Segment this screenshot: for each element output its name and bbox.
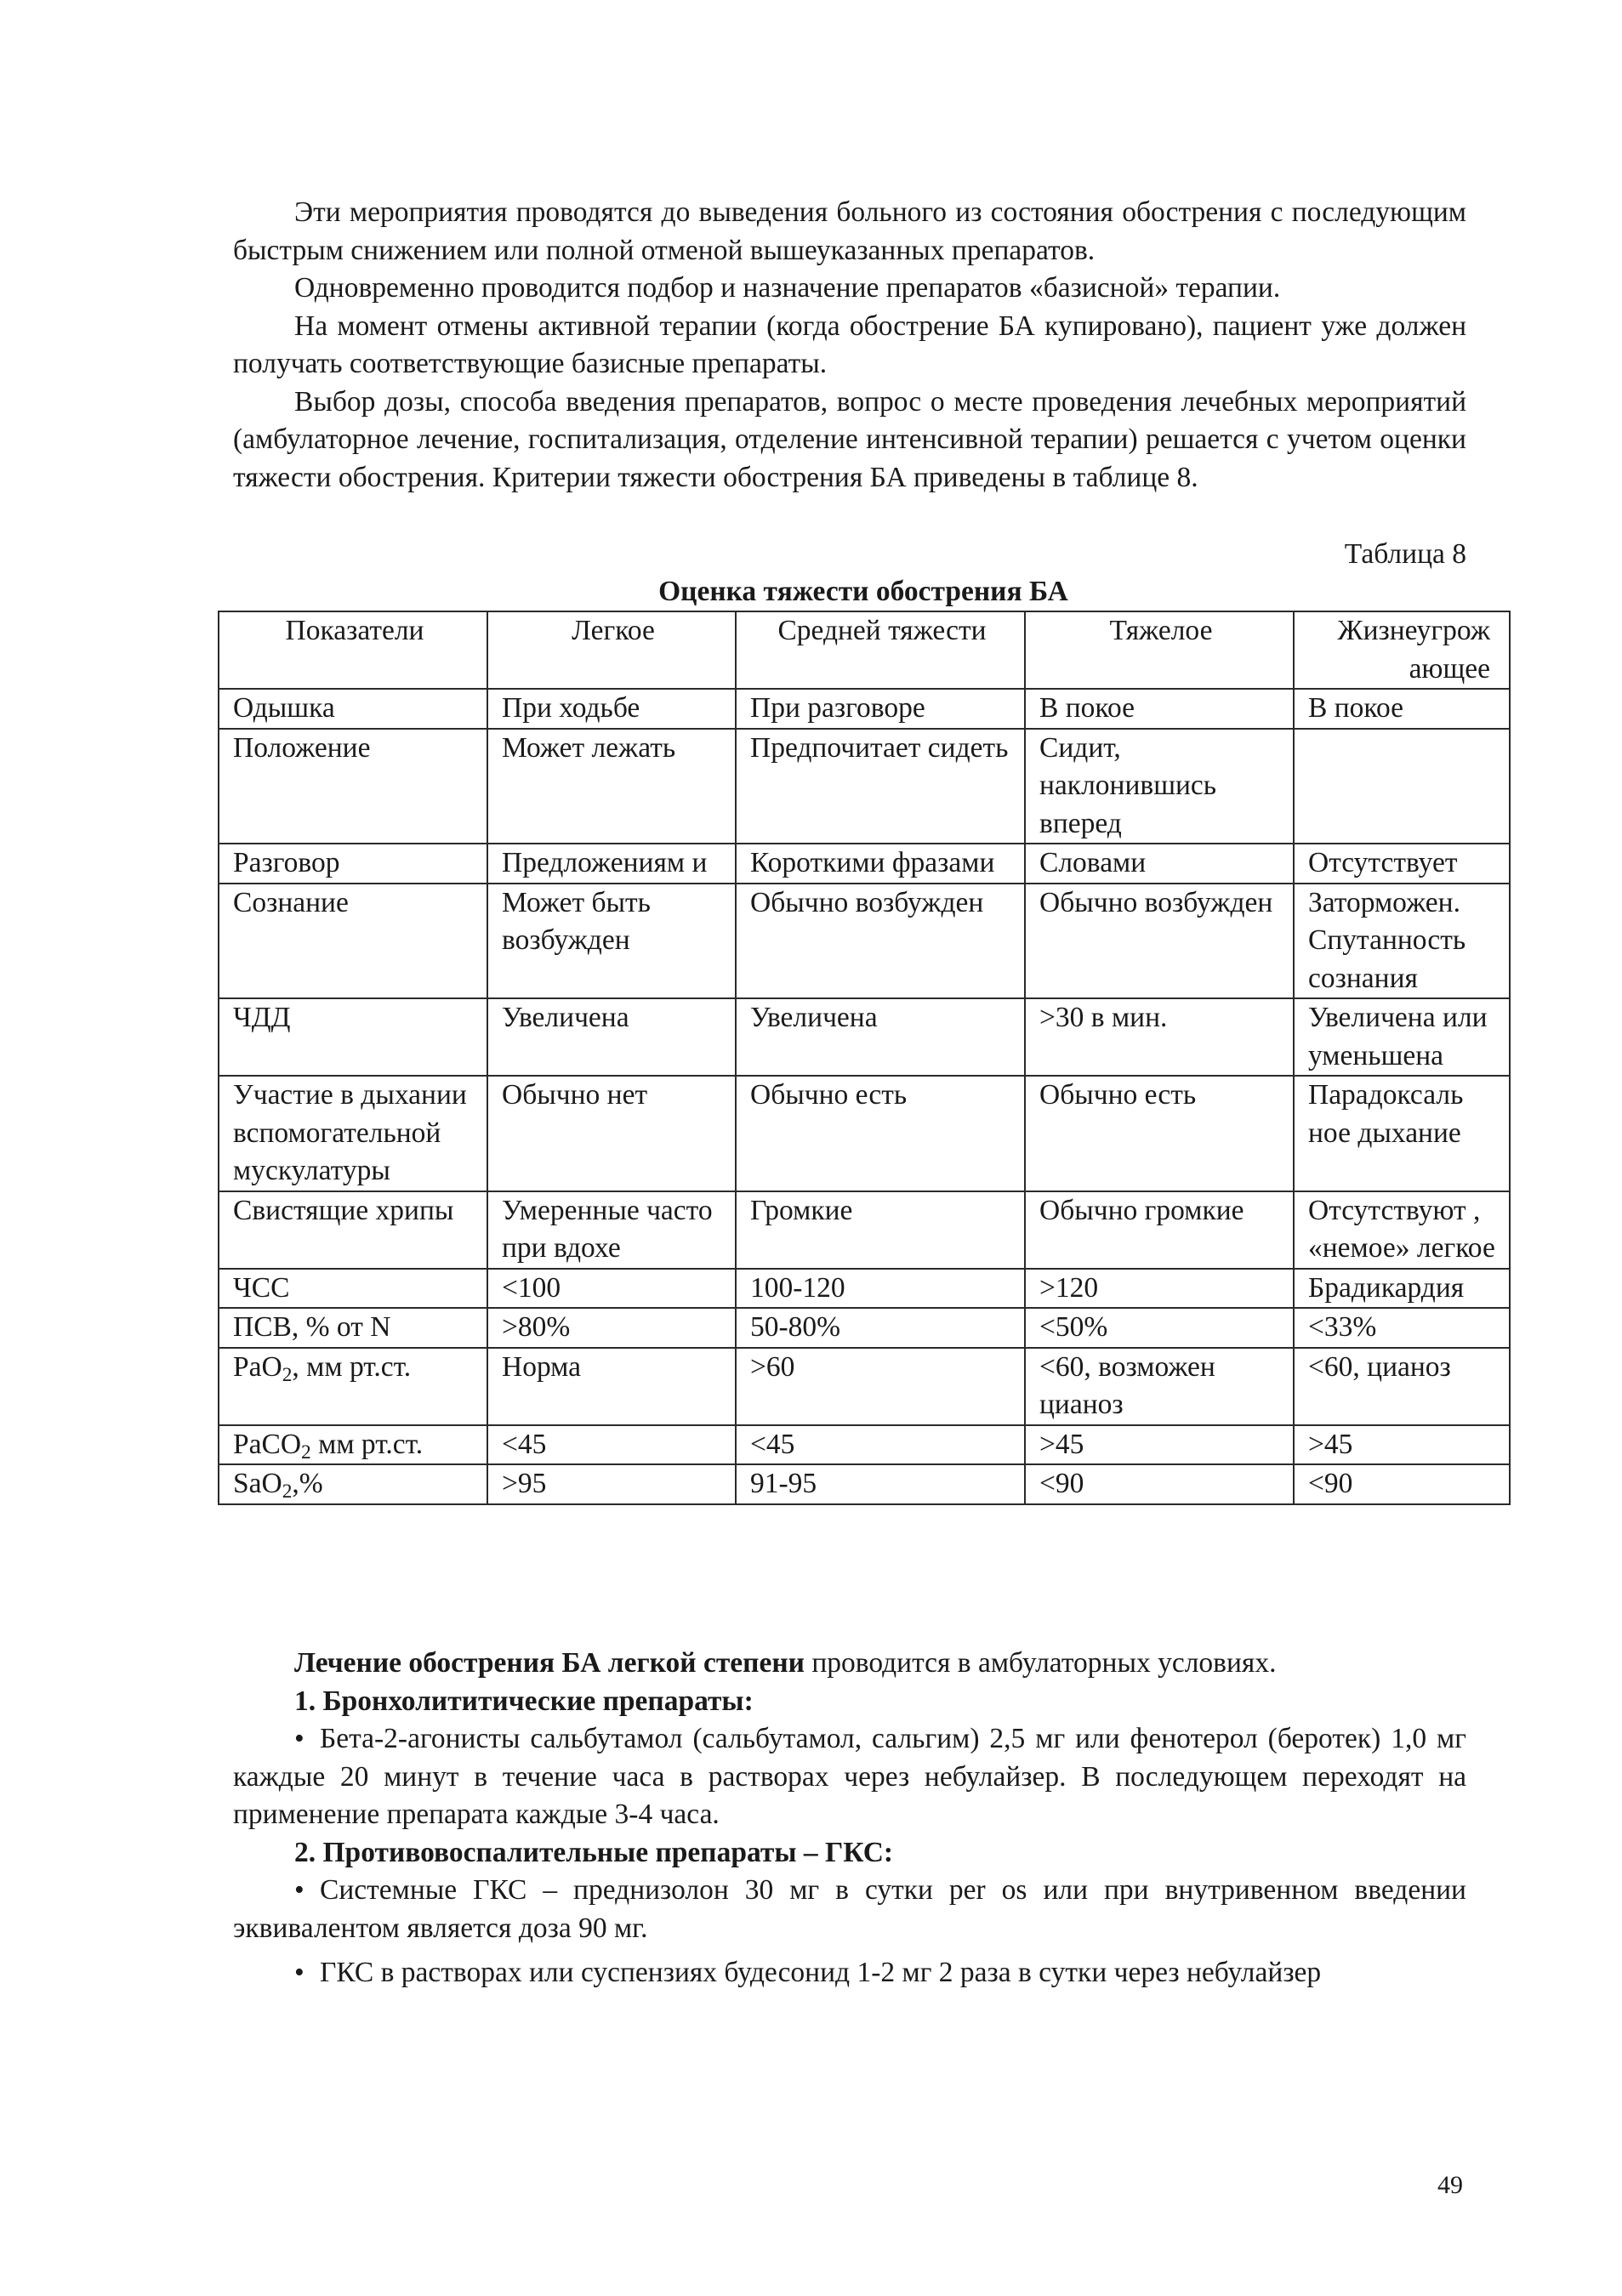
table-cell: <100 — [487, 1269, 736, 1309]
table-row — [219, 1191, 1510, 1269]
table-cell: 50-80% — [736, 1308, 1025, 1348]
treatment-intro — [233, 1645, 1466, 1683]
treatment-intro-bold: Лечение обострения БА легкой степени — [294, 1647, 805, 1679]
table-cell: <50% — [1025, 1308, 1294, 1348]
table-cell: При ходьбе — [487, 689, 736, 729]
table-cell: В покое — [1025, 689, 1294, 729]
bullet-icon: • — [294, 1957, 304, 1988]
table-cell: Громкие — [736, 1191, 1025, 1269]
table-cell: Брадикардия — [1294, 1269, 1510, 1309]
table-cell: <60, возможен цианоз — [1025, 1348, 1294, 1425]
table-cell: >60 — [736, 1348, 1025, 1425]
table-header-cell: Средней тяжести — [736, 611, 1025, 689]
table-cell: В покое — [1294, 689, 1510, 729]
table-cell: <90 — [1294, 1464, 1510, 1504]
section-heading-anti-inflammatory: 2. Противовоспалительные препараты – ГКС: — [294, 1836, 894, 1868]
table-cell: Обычно возбужден — [736, 884, 1025, 999]
table-row — [219, 1076, 1510, 1191]
table-cell: ПСВ, % от N — [219, 1308, 487, 1348]
table-cell: При разговоре — [736, 689, 1025, 729]
intro-paragraph-3: На момент отмены активной терапии (когда обострение БА купировано), пациент уже должен получать соответствующие базисные препараты. — [233, 310, 1466, 379]
table-row — [219, 1348, 1510, 1425]
table-cell: Предложениям и — [487, 844, 736, 884]
table-caption: Оценка тяжести обострения БА — [658, 576, 1068, 607]
table-cell: <33% — [1294, 1308, 1510, 1348]
bullet-icon: • — [294, 1874, 304, 1906]
intro-paragraph-2: Одновременно проводится подбор и назначение препаратов «базисной» терапии. — [294, 272, 1281, 304]
table-cell: ЧСС — [219, 1269, 487, 1309]
paco2-rest: мм рт.ст. — [310, 1428, 424, 1460]
table-cell: Обычно громкие — [1025, 1191, 1294, 1269]
pao2-subscript: 2 — [282, 1363, 293, 1386]
table-cell: Отсутствуют , «немое» легкое — [1294, 1191, 1510, 1269]
table-cell: Норма — [487, 1348, 736, 1425]
table-row — [219, 998, 1510, 1076]
table-cell: Словами — [1025, 844, 1294, 884]
paco2-subscript: 2 — [301, 1441, 311, 1463]
table-cell: Обычно есть — [736, 1076, 1025, 1191]
table-row — [219, 1464, 1510, 1504]
table-row — [219, 1425, 1510, 1465]
treatment-intro-rest: проводится в амбулаторных условиях. — [804, 1647, 1277, 1679]
sao2-subscript: 2 — [282, 1480, 293, 1503]
table-cell: Умеренные часто при вдохе — [487, 1191, 736, 1269]
table-cell: Обычно возбужден — [1025, 884, 1294, 999]
bullet-item-nebulized-gcs — [233, 1954, 1466, 1992]
table-row — [219, 689, 1510, 729]
table-row — [219, 884, 1510, 999]
table-header-row — [219, 611, 1510, 689]
table-cell: Положение — [219, 729, 487, 844]
bullet-text: Бета-2-агонисты сальбутамол (сальбутамол, сальгим) 2,5 мг или фенотерол (беротек) 1,0 мг каждые 20 минут в течение часа в растворах через небулайзер. В последующем переходят на применение препарата каждые 3-4 часа. — [233, 1723, 1466, 1830]
table-cell: <60, цианоз — [1294, 1348, 1510, 1425]
intro-paragraph-4: Выбор дозы, способа введения препаратов, вопрос о месте проведения лечебных мероприятий (амбулаторное лечение, госпитализация, отделение интенсивной терапии) решается с учетом оценки тяжести обострения. Критерии тяжести обострения БА приведены в таблице 8. — [233, 385, 1466, 493]
bullet-icon: • — [294, 1723, 304, 1754]
sao2-base: SaO — [233, 1468, 282, 1499]
table-cell-paco2-label — [219, 1425, 487, 1465]
table-cell: ЧДД — [219, 998, 487, 1076]
table-number: Таблица 8 — [1344, 538, 1466, 570]
section-heading-bronchodilators: 1. Бронхолититические препараты: — [294, 1685, 754, 1717]
table-cell: Свистящие хрипы — [219, 1191, 487, 1269]
table-cell: <45 — [487, 1425, 736, 1465]
table-cell: Увеличена — [487, 998, 736, 1076]
table-cell: 100-120 — [736, 1269, 1025, 1309]
sao2-rest: ,% — [292, 1468, 323, 1499]
table-cell: Обычно есть — [1025, 1076, 1294, 1191]
table-cell: Парадоксаль ное дыхание — [1294, 1076, 1510, 1191]
table-cell: Короткими фразами — [736, 844, 1025, 884]
table-cell: >80% — [487, 1308, 736, 1348]
paco2-base: PaCO — [233, 1428, 302, 1460]
table-header-cell: Тяжелое — [1025, 611, 1294, 689]
table-cell: Увеличена или уменьшена — [1294, 998, 1510, 1076]
page-number: 49 — [1437, 2171, 1463, 2199]
table-cell-pao2-label — [219, 1348, 487, 1425]
table-header-cell: Легкое — [487, 611, 736, 689]
table-cell: >45 — [1025, 1425, 1294, 1465]
table-cell: Может быть возбужден — [487, 884, 736, 999]
table-cell: <90 — [1025, 1464, 1294, 1504]
table-cell: Может лежать — [487, 729, 736, 844]
table-cell: <45 — [736, 1425, 1025, 1465]
intro-section — [233, 194, 1466, 497]
bullet-item-systemic-gcs — [233, 1872, 1466, 1947]
bullet-text: Системные ГКС – преднизолон 30 мг в сутки per os или при внутривенном введении эквивалентом является доза 90 мг. — [233, 1874, 1466, 1944]
table-cell: 91-95 — [736, 1464, 1025, 1504]
table-row — [219, 729, 1510, 844]
table-cell: >120 — [1025, 1269, 1294, 1309]
table-header-cell: Жизнеугрож ающее — [1294, 611, 1510, 689]
bullet-item-beta-agonists — [233, 1720, 1466, 1834]
table-cell: Отсутствует — [1294, 844, 1510, 884]
table-cell: Разговор — [219, 844, 487, 884]
intro-paragraph-1: Эти мероприятия проводятся до выведения больного из состояния обострения с последующим быстрым снижением или полной отменой вышеуказанных препаратов. — [233, 196, 1466, 266]
table-cell: Сознание — [219, 884, 487, 999]
table-row — [219, 844, 1510, 884]
table-cell: >45 — [1294, 1425, 1510, 1465]
table-cell: Заторможен. Спутанность сознания — [1294, 884, 1510, 999]
table-row — [219, 1308, 1510, 1348]
pao2-base: PaO — [233, 1350, 282, 1383]
table-cell: Одышка — [219, 689, 487, 729]
treatment-section — [233, 1645, 1466, 1992]
table-cell: Сидит, наклонившись вперед — [1025, 729, 1294, 844]
table-row — [219, 1269, 1510, 1309]
pao2-rest: , мм рт.ст. — [292, 1350, 412, 1383]
table-cell: Участие в дыхании вспомогательной мускулатуры — [219, 1076, 487, 1191]
table-cell: Увеличена — [736, 998, 1025, 1076]
table-cell: >95 — [487, 1464, 736, 1504]
table-cell: Предпочитает сидеть — [736, 729, 1025, 844]
bullet-text: ГКС в растворах или суспензиях будесонид 1-2 мг 2 раза в сутки через небулайзер — [320, 1957, 1322, 1988]
severity-table — [218, 611, 1511, 1505]
table-cell: >30 в мин. — [1025, 998, 1294, 1076]
table-cell-sao2-label — [219, 1464, 487, 1504]
table-cell — [1294, 729, 1510, 844]
table-header-cell: Показатели — [219, 611, 487, 689]
table-cell: Обычно нет — [487, 1076, 736, 1191]
